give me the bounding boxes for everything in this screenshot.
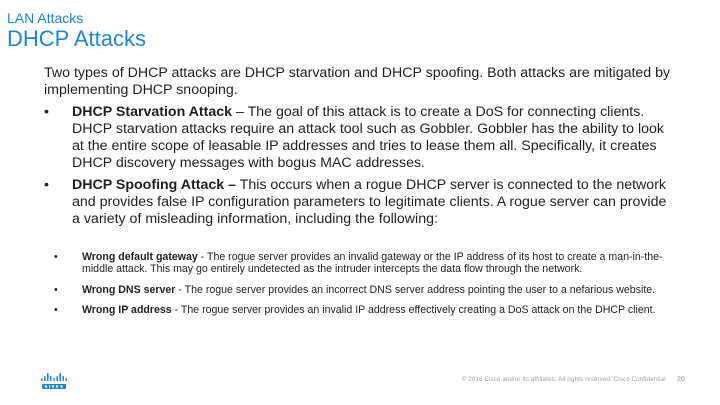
sub-item-text: - The rogue server provides an incorrect DNS server address pointing the user to a nefarious website. [175,283,656,296]
bullet-dhcp-starvation [44,104,674,173]
bullet-marker: • [44,103,49,120]
sub-item-wrong-gateway [54,251,668,276]
sub-item-text: - The rogue server provides an invalid gateway or the IP address of its host to create a man-in-the-middle attack. This may go entirely undetected as the intruder intercepts the data flow through the network. [82,251,663,276]
bullet-marker: • [44,176,49,193]
bullet-term: DHCP Starvation Attack [72,103,233,120]
sub-item-text: - The rogue server provides an invalid IP address effectively creating a DoS attack on the DHCP client. [171,304,656,317]
sub-bullet-marker: • [54,304,58,317]
sub-item-term: Wrong DNS server [82,283,176,296]
sub-item-term: Wrong IP address [82,304,172,317]
sub-item-term: Wrong default gateway [82,251,198,263]
slide-content [44,65,674,233]
sub-bullet-marker: • [54,283,58,296]
sub-item-wrong-ip [54,304,668,316]
cisco-logo-icon [40,372,68,390]
footer-copyright: © 2016 Cisco and/or its affiliates. All rights reserved. Cisco Confidential [462,377,666,383]
page-title: DHCP Attacks [7,26,146,51]
bullet-text: This occurs when a rogue DHCP server is connected to the network and provides false IP configuration parameters to legitimate clients. A rogue server can provide a variety of misleading information, including the following: [72,176,667,228]
bullet-dhcp-spoofing [44,177,674,229]
section-label: LAN Attacks [7,10,84,26]
bullet-separator: – [232,103,248,120]
bullet-term: DHCP Spoofing Attack – [72,176,236,193]
bullet-text: The goal of this attack is to create a DoS for connecting clients. DHCP starvation attacks require an attack tool such as Gobbler. Gobbler has the ability to look at the entire scope of leasable IP addresses and tries to lease them all. Specifically, it creates DHCP discovery messages with bogus MAC addresses. [72,103,664,172]
sub-bullet-list [54,251,668,325]
page-number: 20 [677,376,685,383]
sub-item-wrong-dns [54,284,668,296]
intro-paragraph: Two types of DHCP attacks are DHCP starvation and DHCP spoofing. Both attacks are mitigated by implementing DHCP snooping. [44,65,671,99]
sub-bullet-marker: • [54,251,58,263]
